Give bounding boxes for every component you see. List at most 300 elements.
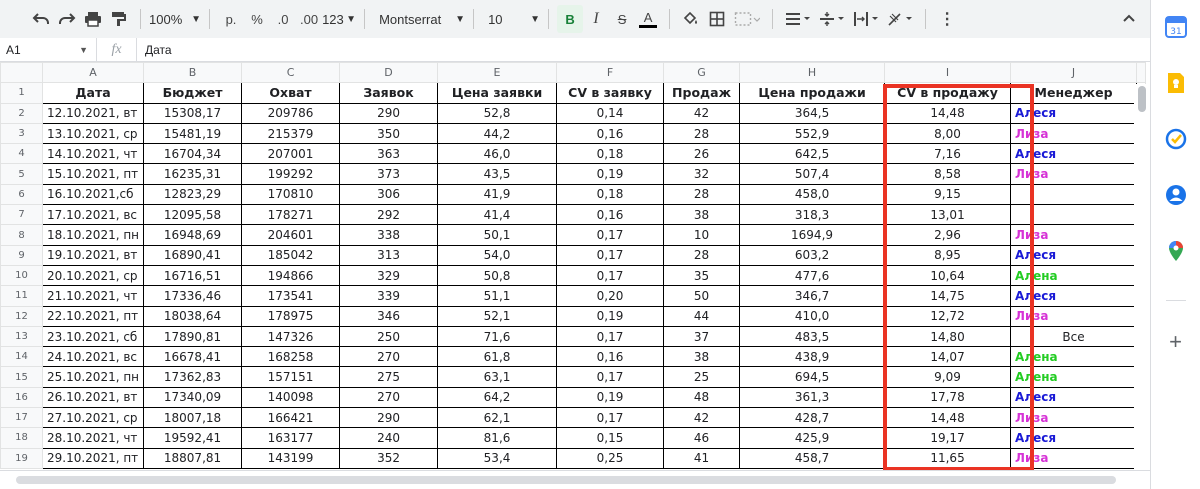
cell[interactable]: 0,18 bbox=[557, 184, 664, 204]
cell[interactable]: 41,4 bbox=[438, 205, 557, 225]
table-row bbox=[1, 144, 1146, 164]
table-row bbox=[1, 103, 1146, 123]
cell[interactable]: 27.10.2021, ср bbox=[43, 408, 144, 428]
cell[interactable]: 0,17 bbox=[557, 408, 664, 428]
cell[interactable]: 50 bbox=[664, 286, 740, 306]
cell[interactable]: 14,48 bbox=[885, 103, 1011, 123]
cell[interactable]: 17,78 bbox=[885, 387, 1011, 407]
cell[interactable]: 19,17 bbox=[885, 428, 1011, 448]
cell[interactable]: 19592,41 bbox=[144, 428, 242, 448]
text-rotation-icon[interactable] bbox=[883, 5, 917, 33]
side-panel bbox=[1150, 0, 1200, 489]
table-row bbox=[1, 123, 1146, 143]
cell[interactable]: 313 bbox=[340, 245, 438, 265]
cell[interactable]: 44,2 bbox=[438, 123, 557, 143]
text-color-letter: A bbox=[643, 9, 653, 25]
manager-cell[interactable]: Все bbox=[1011, 326, 1137, 346]
header-cell[interactable]: Цена продажи bbox=[740, 83, 885, 103]
cell[interactable]: 8,00 bbox=[885, 123, 1011, 143]
manager-cell[interactable] bbox=[1011, 205, 1137, 225]
manager-cell[interactable]: Алеся bbox=[1011, 144, 1137, 164]
cell[interactable]: 21.10.2021, чт bbox=[43, 286, 144, 306]
cell[interactable]: 8,58 bbox=[885, 164, 1011, 184]
font-family-select[interactable] bbox=[373, 5, 465, 33]
cell[interactable]: 603,2 bbox=[740, 245, 885, 265]
cell[interactable]: 0,17 bbox=[557, 225, 664, 245]
cell[interactable]: 173541 bbox=[242, 286, 340, 306]
cell[interactable]: 438,9 bbox=[740, 347, 885, 367]
cell[interactable]: 10,64 bbox=[885, 265, 1011, 285]
table-row bbox=[1, 205, 1146, 225]
row-header[interactable]: 17 bbox=[1, 408, 43, 428]
cell[interactable]: 14.10.2021, чт bbox=[43, 144, 144, 164]
cell[interactable]: 318,3 bbox=[740, 205, 885, 225]
row-header[interactable]: 6 bbox=[1, 184, 43, 204]
cell[interactable]: 17340,09 bbox=[144, 387, 242, 407]
cell[interactable]: 18.10.2021, пн bbox=[43, 225, 144, 245]
column-header-f[interactable]: F bbox=[557, 63, 664, 83]
cell[interactable]: 209786 bbox=[242, 103, 340, 123]
table-row bbox=[1, 326, 1146, 346]
cell[interactable]: 15.10.2021, пт bbox=[43, 164, 144, 184]
cell[interactable]: 507,4 bbox=[740, 164, 885, 184]
percent-format-button[interactable]: % bbox=[251, 11, 263, 27]
cell[interactable]: 458,7 bbox=[740, 448, 885, 468]
row-header[interactable]: 9 bbox=[1, 245, 43, 265]
manager-cell[interactable]: Лиза bbox=[1011, 123, 1137, 143]
cell[interactable]: 339 bbox=[340, 286, 438, 306]
manager-cell[interactable]: Алена bbox=[1011, 347, 1137, 367]
cell[interactable]: 0,14 bbox=[557, 103, 664, 123]
column-header-b[interactable]: B bbox=[144, 63, 242, 83]
currency-format-button[interactable]: р. bbox=[225, 11, 237, 27]
cell[interactable]: 81,6 bbox=[438, 428, 557, 448]
zoom-select[interactable] bbox=[149, 5, 201, 33]
cell[interactable]: 46,0 bbox=[438, 144, 557, 164]
redo-icon[interactable] bbox=[54, 5, 80, 33]
cell[interactable]: 240 bbox=[340, 428, 438, 448]
column-headers bbox=[1, 63, 1146, 83]
cell[interactable]: 24.10.2021, вс bbox=[43, 347, 144, 367]
row-header[interactable]: 16 bbox=[1, 387, 43, 407]
cell[interactable]: 0,19 bbox=[557, 164, 664, 184]
cell[interactable]: 32 bbox=[664, 164, 740, 184]
vertical-scroll-thumb[interactable] bbox=[1138, 86, 1146, 112]
cell[interactable]: 41,9 bbox=[438, 184, 557, 204]
cell[interactable]: 9,09 bbox=[885, 367, 1011, 387]
cell[interactable]: 20.10.2021, ср bbox=[43, 265, 144, 285]
cell[interactable]: 23.10.2021, сб bbox=[43, 326, 144, 346]
cell[interactable]: 215379 bbox=[242, 123, 340, 143]
column-header-g[interactable]: G bbox=[664, 63, 740, 83]
header-cell[interactable]: Менеджер bbox=[1011, 83, 1137, 103]
table-row bbox=[1, 387, 1146, 407]
font-family-value: Montserrat bbox=[379, 11, 442, 27]
manager-cell[interactable] bbox=[1011, 184, 1137, 204]
header-cell[interactable]: Бюджет bbox=[144, 83, 242, 103]
manager-cell[interactable]: Лиза bbox=[1011, 164, 1137, 184]
cell[interactable]: 13,01 bbox=[885, 205, 1011, 225]
cell[interactable]: 14,48 bbox=[885, 408, 1011, 428]
table-row bbox=[1, 306, 1146, 326]
cell[interactable]: 41 bbox=[664, 448, 740, 468]
cell[interactable]: 38 bbox=[664, 347, 740, 367]
cell[interactable]: 63,1 bbox=[438, 367, 557, 387]
font-size-value: 10 bbox=[488, 11, 503, 27]
cell[interactable]: 178975 bbox=[242, 306, 340, 326]
table-row bbox=[1, 367, 1146, 387]
cell[interactable]: 8,95 bbox=[885, 245, 1011, 265]
cell[interactable]: 18807,81 bbox=[144, 448, 242, 468]
column-header-j[interactable]: J bbox=[1011, 63, 1137, 83]
cell[interactable]: 71,6 bbox=[438, 326, 557, 346]
cell[interactable]: 38 bbox=[664, 205, 740, 225]
cell[interactable]: 52,8 bbox=[438, 103, 557, 123]
row-header[interactable]: 8 bbox=[1, 225, 43, 245]
cell[interactable]: 0,25 bbox=[557, 448, 664, 468]
print-icon[interactable] bbox=[80, 5, 106, 33]
table-row bbox=[1, 347, 1146, 367]
formula-input[interactable]: Дата bbox=[145, 42, 172, 57]
column-header-empty[interactable] bbox=[1137, 63, 1146, 83]
cell[interactable]: 207001 bbox=[242, 144, 340, 164]
cell[interactable]: 306 bbox=[340, 184, 438, 204]
cell[interactable]: 1694,9 bbox=[740, 225, 885, 245]
cell[interactable]: 0,17 bbox=[557, 245, 664, 265]
cell[interactable]: 12095,58 bbox=[144, 205, 242, 225]
toolbar-divider bbox=[140, 9, 141, 29]
strikethrough-button[interactable]: S bbox=[617, 11, 627, 27]
side-panel-divider bbox=[1166, 300, 1186, 301]
manager-cell[interactable]: Лиза bbox=[1011, 448, 1137, 468]
cell[interactable]: 15481,19 bbox=[144, 123, 242, 143]
fill-color-icon[interactable] bbox=[678, 5, 704, 33]
cell[interactable]: 458,0 bbox=[740, 184, 885, 204]
fx-icon: fx bbox=[97, 38, 137, 61]
cell[interactable]: 373 bbox=[340, 164, 438, 184]
zoom-value: 100% bbox=[149, 11, 183, 27]
cell[interactable]: 166421 bbox=[242, 408, 340, 428]
table-row bbox=[1, 164, 1146, 184]
vertical-align-icon[interactable] bbox=[815, 5, 849, 33]
row-header[interactable]: 10 bbox=[1, 265, 43, 285]
cell[interactable]: 17336,46 bbox=[144, 286, 242, 306]
text-wrapping-icon[interactable] bbox=[849, 5, 883, 33]
row-header[interactable]: 14 bbox=[1, 347, 43, 367]
horizontal-scroll-thumb[interactable] bbox=[16, 476, 1116, 484]
cell[interactable]: 28 bbox=[664, 184, 740, 204]
cell[interactable]: 48 bbox=[664, 387, 740, 407]
cell[interactable]: 346 bbox=[340, 306, 438, 326]
name-box-value: A1 bbox=[6, 42, 21, 57]
table-row bbox=[1, 225, 1146, 245]
cell[interactable]: 42 bbox=[664, 103, 740, 123]
table-row bbox=[1, 428, 1146, 448]
cell[interactable]: 0,16 bbox=[557, 123, 664, 143]
cell[interactable]: 346,7 bbox=[740, 286, 885, 306]
cell[interactable]: 16235,31 bbox=[144, 164, 242, 184]
cell[interactable]: 22.10.2021, пт bbox=[43, 306, 144, 326]
cell[interactable]: 46 bbox=[664, 428, 740, 448]
cell[interactable]: 143199 bbox=[242, 448, 340, 468]
maps-icon[interactable] bbox=[1165, 240, 1187, 262]
cell[interactable]: 338 bbox=[340, 225, 438, 245]
cell[interactable]: 50,8 bbox=[438, 265, 557, 285]
row-header[interactable]: 12 bbox=[1, 306, 43, 326]
tasks-icon[interactable] bbox=[1165, 128, 1187, 150]
cell[interactable]: 147326 bbox=[242, 326, 340, 346]
cell[interactable]: 163177 bbox=[242, 428, 340, 448]
font-size-select[interactable] bbox=[482, 5, 540, 33]
cell[interactable]: 17362,83 bbox=[144, 367, 242, 387]
row-header[interactable]: 11 bbox=[1, 286, 43, 306]
column-header-c[interactable]: C bbox=[242, 63, 340, 83]
cell[interactable]: 18007,18 bbox=[144, 408, 242, 428]
cell[interactable]: 28 bbox=[664, 123, 740, 143]
cell[interactable]: 44 bbox=[664, 306, 740, 326]
cell[interactable]: 52,1 bbox=[438, 306, 557, 326]
number-format-label: 123 bbox=[322, 11, 344, 27]
caret-down-icon: ▼ bbox=[79, 44, 88, 55]
cell[interactable]: 410,0 bbox=[740, 306, 885, 326]
select-all-corner[interactable] bbox=[1, 63, 43, 83]
cell[interactable]: 14,75 bbox=[885, 286, 1011, 306]
cell[interactable]: 13.10.2021, ср bbox=[43, 123, 144, 143]
manager-cell[interactable]: Алеся bbox=[1011, 245, 1137, 265]
table-header-row bbox=[1, 83, 1146, 103]
row-header[interactable]: 1 bbox=[1, 83, 43, 103]
caret-down-icon: ▼ bbox=[530, 13, 541, 25]
cell[interactable]: 275 bbox=[340, 367, 438, 387]
cell[interactable]: 12,72 bbox=[885, 306, 1011, 326]
cell[interactable]: 204601 bbox=[242, 225, 340, 245]
undo-icon[interactable] bbox=[28, 5, 54, 33]
cell[interactable]: 35 bbox=[664, 265, 740, 285]
cell[interactable]: 270 bbox=[340, 387, 438, 407]
cell[interactable]: 61,8 bbox=[438, 347, 557, 367]
cell[interactable]: 477,6 bbox=[740, 265, 885, 285]
cell[interactable]: 0,17 bbox=[557, 326, 664, 346]
bold-button[interactable]: B bbox=[557, 5, 583, 33]
manager-cell[interactable]: Лиза bbox=[1011, 408, 1137, 428]
paint-format-icon[interactable] bbox=[106, 5, 132, 33]
table-row bbox=[1, 286, 1146, 306]
row-header[interactable]: 5 bbox=[1, 164, 43, 184]
manager-cell[interactable]: Алеся bbox=[1011, 103, 1137, 123]
cell[interactable]: 199292 bbox=[242, 164, 340, 184]
decrease-decimal-button[interactable]: .0 bbox=[277, 11, 289, 27]
cell[interactable]: 26.10.2021, вт bbox=[43, 387, 144, 407]
cell[interactable]: 26 bbox=[664, 144, 740, 164]
cell[interactable]: 17890,81 bbox=[144, 326, 242, 346]
row-header[interactable]: 4 bbox=[1, 144, 43, 164]
merge-cells-icon[interactable] bbox=[730, 5, 764, 33]
toolbar-divider bbox=[772, 9, 773, 29]
horizontal-align-icon[interactable] bbox=[781, 5, 815, 33]
cell[interactable]: 16716,51 bbox=[144, 265, 242, 285]
cell[interactable]: 37 bbox=[664, 326, 740, 346]
table-row bbox=[1, 448, 1146, 468]
cell[interactable]: 552,9 bbox=[740, 123, 885, 143]
cell[interactable]: 361,3 bbox=[740, 387, 885, 407]
cell[interactable]: 42 bbox=[664, 408, 740, 428]
row-header[interactable]: 3 bbox=[1, 123, 43, 143]
header-cell[interactable]: Продаж bbox=[664, 83, 740, 103]
chevron-up-icon[interactable] bbox=[1122, 10, 1136, 26]
cell[interactable]: 0,17 bbox=[557, 367, 664, 387]
cell[interactable]: 0,17 bbox=[557, 265, 664, 285]
cell[interactable]: 290 bbox=[340, 408, 438, 428]
header-cell[interactable]: CV в продажу bbox=[885, 83, 1011, 103]
calendar-icon[interactable] bbox=[1165, 16, 1187, 38]
cell[interactable]: 364,5 bbox=[740, 103, 885, 123]
cell[interactable]: 140098 bbox=[242, 387, 340, 407]
cell[interactable]: 43,5 bbox=[438, 164, 557, 184]
toolbar-divider bbox=[364, 9, 365, 29]
add-addon-icon[interactable]: + bbox=[1169, 329, 1182, 354]
cell[interactable]: 53,4 bbox=[438, 448, 557, 468]
cell[interactable]: 62,1 bbox=[438, 408, 557, 428]
cell[interactable]: 14,80 bbox=[885, 326, 1011, 346]
borders-icon[interactable] bbox=[704, 5, 730, 33]
caret-down-icon: ▼ bbox=[455, 13, 466, 25]
cell[interactable]: 15308,17 bbox=[144, 103, 242, 123]
name-box[interactable] bbox=[0, 38, 97, 61]
manager-cell[interactable]: Алеся bbox=[1011, 286, 1137, 306]
cell[interactable]: 16704,34 bbox=[144, 144, 242, 164]
column-header-h[interactable]: H bbox=[740, 63, 885, 83]
formula-bar bbox=[0, 38, 1150, 62]
cell[interactable]: 157151 bbox=[242, 367, 340, 387]
cell[interactable]: 12823,29 bbox=[144, 184, 242, 204]
cell[interactable]: 363 bbox=[340, 144, 438, 164]
row-header[interactable]: 19 bbox=[1, 448, 43, 468]
cell[interactable]: 12.10.2021, вт bbox=[43, 103, 144, 123]
cell[interactable]: 0,15 bbox=[557, 428, 664, 448]
cell[interactable]: 14,07 bbox=[885, 347, 1011, 367]
manager-cell[interactable]: Лиза bbox=[1011, 225, 1137, 245]
spreadsheet-grid bbox=[0, 62, 1146, 469]
row-header[interactable]: 18 bbox=[1, 428, 43, 448]
caret-down-icon: ▼ bbox=[191, 13, 201, 25]
svg-text:31: 31 bbox=[1169, 27, 1182, 37]
cell[interactable]: 9,15 bbox=[885, 184, 1011, 204]
manager-cell[interactable]: Алеся bbox=[1011, 428, 1137, 448]
cell[interactable]: 483,5 bbox=[740, 326, 885, 346]
cell[interactable]: 0,19 bbox=[557, 306, 664, 326]
cell[interactable]: 29.10.2021, пт bbox=[43, 448, 144, 468]
horizontal-scrollbar[interactable] bbox=[0, 470, 1150, 489]
cell[interactable]: 428,7 bbox=[740, 408, 885, 428]
cell[interactable]: 425,9 bbox=[740, 428, 885, 448]
cell[interactable]: 290 bbox=[340, 103, 438, 123]
cell[interactable]: 185042 bbox=[242, 245, 340, 265]
manager-cell[interactable]: Алена bbox=[1011, 367, 1137, 387]
cell[interactable]: 194866 bbox=[242, 265, 340, 285]
cell[interactable]: 642,5 bbox=[740, 144, 885, 164]
cell[interactable]: 350 bbox=[340, 123, 438, 143]
manager-cell[interactable]: Алена bbox=[1011, 265, 1137, 285]
cell[interactable]: 16.10.2021,сб bbox=[43, 184, 144, 204]
toolbar-divider bbox=[925, 9, 926, 29]
cell[interactable]: 16678,41 bbox=[144, 347, 242, 367]
cell[interactable]: 170810 bbox=[242, 184, 340, 204]
cell[interactable]: 28 bbox=[664, 245, 740, 265]
cell[interactable]: 178271 bbox=[242, 205, 340, 225]
toolbar-divider bbox=[473, 9, 474, 29]
header-cell[interactable]: Дата bbox=[43, 83, 144, 103]
cell[interactable]: 25.10.2021, пн bbox=[43, 367, 144, 387]
column-header-e[interactable]: E bbox=[438, 63, 557, 83]
sheet-table bbox=[0, 62, 1146, 469]
column-header-d[interactable]: D bbox=[340, 63, 438, 83]
row-header[interactable]: 15 bbox=[1, 367, 43, 387]
cell[interactable]: 19.10.2021, вт bbox=[43, 245, 144, 265]
cell[interactable]: 17.10.2021, вс bbox=[43, 205, 144, 225]
manager-cell[interactable]: Алеся bbox=[1011, 387, 1137, 407]
cell[interactable]: 168258 bbox=[242, 347, 340, 367]
cell[interactable]: 25 bbox=[664, 367, 740, 387]
toolbar bbox=[0, 0, 1150, 38]
cell[interactable]: 16890,41 bbox=[144, 245, 242, 265]
cell[interactable]: 16948,69 bbox=[144, 225, 242, 245]
cell[interactable]: 352 bbox=[340, 448, 438, 468]
row-header[interactable]: 13 bbox=[1, 326, 43, 346]
contacts-icon[interactable] bbox=[1165, 184, 1187, 206]
table-row bbox=[1, 408, 1146, 428]
keep-icon[interactable] bbox=[1165, 72, 1187, 94]
cell[interactable]: 0,16 bbox=[557, 347, 664, 367]
cell[interactable]: 0,20 bbox=[557, 286, 664, 306]
row-header[interactable]: 2 bbox=[1, 103, 43, 123]
column-header-a[interactable]: A bbox=[43, 63, 144, 83]
cell[interactable]: 11,65 bbox=[885, 448, 1011, 468]
cell[interactable]: 0,18 bbox=[557, 144, 664, 164]
italic-button[interactable]: I bbox=[593, 10, 599, 27]
increase-decimal-button[interactable]: .00 bbox=[300, 11, 319, 27]
toolbar-divider bbox=[548, 9, 549, 29]
cell[interactable]: 270 bbox=[340, 347, 438, 367]
row-header[interactable]: 7 bbox=[1, 205, 43, 225]
cell[interactable]: 292 bbox=[340, 205, 438, 225]
cell[interactable]: 51,1 bbox=[438, 286, 557, 306]
cell[interactable]: 18038,64 bbox=[144, 306, 242, 326]
header-cell[interactable]: Цена заявки bbox=[438, 83, 557, 103]
header-cell[interactable]: Охват bbox=[242, 83, 340, 103]
cell[interactable]: 2,96 bbox=[885, 225, 1011, 245]
number-format-select[interactable] bbox=[322, 5, 356, 33]
cell[interactable]: 694,5 bbox=[740, 367, 885, 387]
cell[interactable]: 10 bbox=[664, 225, 740, 245]
text-color-button[interactable] bbox=[635, 5, 661, 33]
cell[interactable]: 329 bbox=[340, 265, 438, 285]
cell[interactable]: 250 bbox=[340, 326, 438, 346]
header-cell[interactable]: CV в заявку bbox=[557, 83, 664, 103]
cell[interactable]: 28.10.2021, чт bbox=[43, 428, 144, 448]
column-header-i[interactable]: I bbox=[885, 63, 1011, 83]
header-cell[interactable]: Заявок bbox=[340, 83, 438, 103]
manager-cell[interactable]: Лиза bbox=[1011, 306, 1137, 326]
cell[interactable]: 64,2 bbox=[438, 387, 557, 407]
more-options-button[interactable]: ⋮ bbox=[939, 11, 956, 28]
vertical-scrollbar[interactable] bbox=[1134, 84, 1150, 470]
cell[interactable]: 50,1 bbox=[438, 225, 557, 245]
cell[interactable]: 7,16 bbox=[885, 144, 1011, 164]
cell[interactable]: 0,19 bbox=[557, 387, 664, 407]
cell[interactable]: 54,0 bbox=[438, 245, 557, 265]
text-color-icon bbox=[639, 11, 657, 28]
cell[interactable]: 0,16 bbox=[557, 205, 664, 225]
